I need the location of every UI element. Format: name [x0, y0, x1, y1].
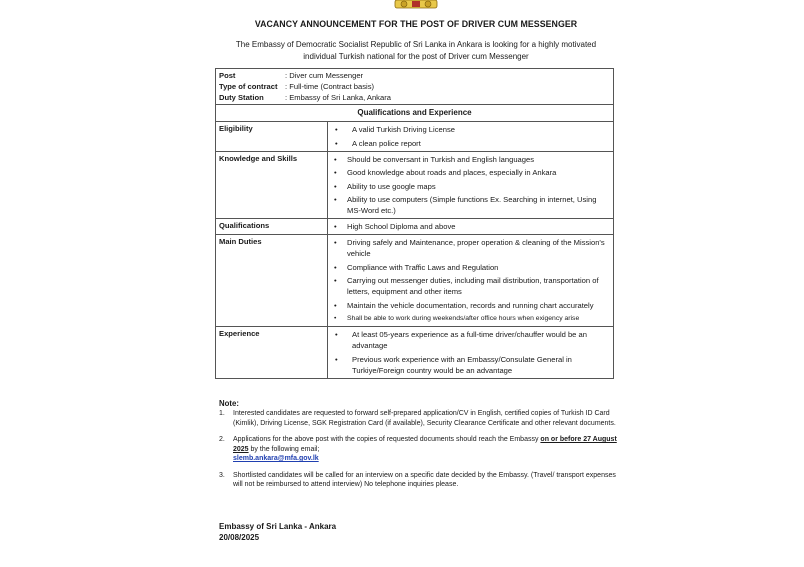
table-row: [216, 122, 614, 152]
note-title: Note:: [219, 399, 239, 408]
list-item: • High School Diploma and above: [332, 221, 610, 232]
table-row: [216, 235, 614, 327]
list-item: • Good knowledge about roads and places, especially in Ankara: [332, 167, 610, 178]
list-item: • Driving safely and Maintenance, proper operation & cleaning of the Mission's vehicle: [332, 237, 610, 259]
note-number: 1.: [219, 410, 225, 417]
emblem-logo: [394, 0, 438, 10]
qualifications-heading: Qualifications and Experience: [216, 105, 614, 122]
contract-value: : Full-time (Contract basis): [285, 82, 375, 91]
note-text: Interested candidates are requested to forward self-prepared application/CV in English, certified copies of Turkish ID Card (Kimlik), Driving License, SGK Registration Card (if available), Security Clearance Certificate and other relevant documents.: [233, 410, 616, 427]
section-label: Eligibility: [216, 122, 328, 152]
table-row: [216, 219, 614, 235]
list-item: • Compliance with Traffic Laws and Regulation: [332, 262, 610, 273]
signoff-org: Embassy of Sri Lanka - Ankara: [219, 522, 337, 531]
table-row: [216, 327, 614, 379]
intro-line: individual Turkish national for the post of Driver cum Messenger: [303, 52, 529, 61]
email-link[interactable]: slemb.ankara@mfa.gov.lk: [233, 455, 319, 462]
signoff-date: 20/08/2025: [219, 533, 260, 542]
post-value: : Diver cum Messenger: [285, 71, 364, 80]
list-item: • Carrying out messenger duties, including mail distribution, transportation of letters, equipment and other items: [332, 275, 610, 297]
list-item: • Previous work experience with an Embassy/Consulate General in Turkiye/Foreign country would be an advantage: [332, 354, 610, 376]
section-content: [328, 219, 614, 235]
contract-label: Type of contract: [219, 82, 278, 91]
section-content: [328, 151, 614, 219]
list-item: • A clean police report: [332, 138, 610, 149]
signoff: [219, 521, 336, 543]
table-row: [216, 151, 614, 219]
page-title: VACANCY ANNOUNCEMENT FOR THE POST OF DRIVER CUM MESSENGER: [254, 19, 578, 29]
note-text-part: Applications for the above post with the copies of requested documents should reach the Embassy: [233, 436, 539, 443]
section-label: Experience: [216, 327, 328, 379]
section-content: [328, 327, 614, 379]
list-item: • Shall be able to work during weekends/after office hours when exigency arise: [332, 313, 610, 324]
note-number: 3.: [219, 471, 225, 479]
section-label: Main Duties: [216, 235, 328, 327]
note-text: [233, 435, 617, 464]
list-item: • Maintain the vehicle documentation, records and running chart accurately: [332, 300, 610, 311]
intro-line: The Embassy of Democratic Socialist Republic of Sri Lanka in Ankara is looking for a highly motivated: [235, 40, 597, 49]
intro-text: [200, 39, 632, 63]
station-value: : Embassy of Sri Lanka, Ankara: [285, 93, 391, 102]
post-label: Post: [219, 71, 236, 80]
notes-section: [219, 399, 617, 490]
note-item: [219, 409, 617, 428]
section-label: Knowledge and Skills: [216, 151, 328, 219]
section-content: [328, 122, 614, 152]
list-item: • A valid Turkish Driving License: [332, 124, 610, 135]
station-label: Duty Station: [219, 93, 264, 102]
note-text-part: by the following email;: [250, 445, 320, 453]
list-item: • Should be conversant in Turkish and English languages: [332, 154, 610, 165]
note-item: [219, 471, 617, 490]
list-item: • Ability to use computers (Simple functions Ex. Searching in internet, Using MS-Word etc.): [332, 194, 610, 216]
note-text: Shortlisted candidates will be called for an interview on a specific date decided by the Embassy. (Travel/ transport expenses will not be reimbursed to attend interview) No telephone inquiries please.: [233, 471, 616, 488]
section-content: [328, 235, 614, 327]
list-item: • Ability to use google maps: [332, 181, 610, 192]
deadline-text: on or before 27 August 2025: [233, 436, 617, 453]
section-label: Qualifications: [216, 219, 328, 235]
list-item: • At least 05-years experience as a full-time driver/chauffer would be an advantage: [332, 329, 610, 351]
vacancy-table: [215, 68, 614, 379]
note-item: [219, 435, 617, 464]
note-number: 2.: [219, 436, 225, 443]
post-info-cell: [216, 69, 614, 105]
